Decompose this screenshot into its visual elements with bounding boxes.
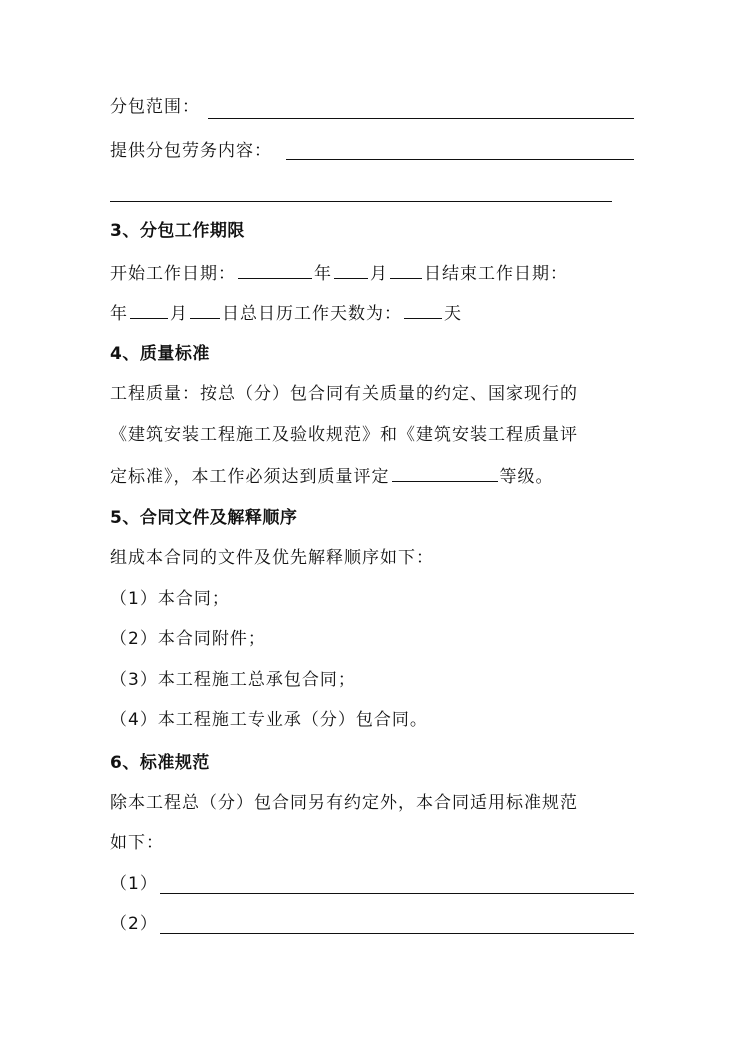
end-label: 日结束工作日期： [424, 264, 568, 284]
section5-intro: 组成本合同的文件及优先解释顺序如下： [110, 548, 434, 568]
standard-item-2 [110, 911, 158, 937]
scope-row [110, 94, 200, 120]
end-date-row [110, 299, 462, 325]
start-year-blank[interactable] [238, 259, 312, 279]
standard-item-1 [110, 871, 158, 897]
quality-line-3-after: 等级。 [499, 467, 554, 487]
total-days-label: 日总日历工作天数为： [222, 304, 402, 324]
section6-line-2: 如下： [110, 833, 164, 853]
service-blank-continued[interactable] [110, 201, 612, 202]
quality-line-2: 《建筑安装工程施工及验收规范》和《建筑安装工程质量评 [110, 425, 578, 445]
start-date-row [110, 259, 568, 285]
day-unit: 天 [444, 304, 462, 324]
end-year-label: 年 [110, 304, 128, 324]
quality-grade-blank[interactable] [392, 462, 498, 482]
standard-item-1-blank[interactable] [160, 893, 634, 894]
service-blank[interactable] [286, 159, 634, 160]
list-item: （1）本合同； [110, 589, 230, 609]
quality-line-3-before: 定标准》，本工作必须达到质量评定 [110, 467, 390, 487]
end-day-blank[interactable] [190, 299, 220, 319]
start-month-blank[interactable] [334, 259, 368, 279]
standard-item-2-blank[interactable] [160, 933, 634, 934]
list-item: （3）本工程施工总承包合同； [110, 670, 356, 690]
end-month-blank[interactable] [130, 299, 168, 319]
section6-line-1: 除本工程总（分）包合同另有约定外，本合同适用标准规范 [110, 793, 578, 813]
start-label: 开始工作日期： [110, 264, 236, 284]
list-item: （2）本合同附件； [110, 629, 266, 649]
section6-heading: 6、标准规范 [110, 753, 210, 773]
end-month-label: 月 [170, 304, 188, 324]
section3-heading: 3、分包工作期限 [110, 221, 245, 241]
quality-line-1: 工程质量：按总（分）包合同有关质量的约定、国家现行的 [110, 384, 578, 404]
standard-item-1-label: （1） [110, 874, 158, 894]
scope-label: 分包范围： [110, 97, 200, 117]
section5-heading: 5、合同文件及解释顺序 [110, 508, 298, 528]
service-label: 提供分包劳务内容： [110, 141, 272, 161]
scope-blank[interactable] [208, 118, 634, 119]
list-item: （4）本工程施工专业承（分）包合同。 [110, 710, 428, 730]
total-days-blank[interactable] [404, 299, 442, 319]
month-label: 月 [370, 264, 388, 284]
quality-line-3 [110, 462, 554, 488]
year-label: 年 [314, 264, 332, 284]
standard-item-2-label: （2） [110, 914, 158, 934]
section4-heading: 4、质量标准 [110, 344, 210, 364]
service-row [110, 138, 272, 164]
start-day-blank[interactable] [390, 259, 422, 279]
